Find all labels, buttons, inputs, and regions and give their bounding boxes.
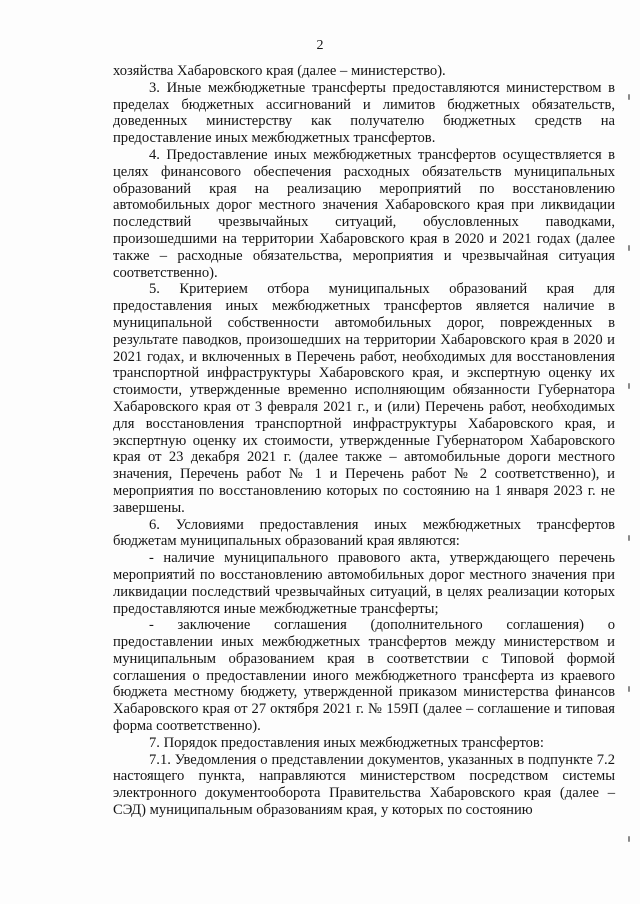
paragraph-item-5: 5. Критерием отбора муниципальных образований края для предоставления иных межбюджетных трансфертов является наличие в муниципальной собственности автомобильных дорог, поврежденных в результате паводков, произошедших на территории Хабаровского края в 2020 и 2021 годах, и включенных в Перечень работ, необходимых для восстановления транспортной инфраструктуры Хабаровского края, и экспертную оценку их стоимости, утвержденные временно исполняющим обязанности Губернатора Хабаровского края от 3 февраля 2021 г., и (или) Перечень работ, необходимых для восстановления транспортной инфраструктуры Хабаровского края, и экспертную оценку их стоимости, утвержденные Губернатором Хабаровского края от 23 декабря 2021 г. (далее также – автомобильные дороги местного значения, Перечень работ № 1 и Перечень работ № 2 соответственно), и мероприятия по восстановлению которых по состоянию на 1 января 2023 г. не завершены. <box>113 281 615 516</box>
paragraph-condition-2: - заключение соглашения (дополнительного соглашения) о предоставлении иных межбюджетных трансфертов между министерством и муниципальным образованием края в соответствии с Типовой формой соглашения о предоставлении иного межбюджетного трансферта из краевого бюджета местному бюджету, утвержденной приказом министерства финансов Хабаровского края от 27 октября 2021 г. № 159П (далее – соглашение и типовая форма соответственно). <box>113 617 615 735</box>
paragraph-item-3: 3. Иные межбюджетные трансферты предоставляются министерством в пределах бюджетных ассигнований и лимитов бюджетных обязательств, доведенных министерству как получателю бюджетных средств на предоставление иных межбюджетных трансфертов. <box>113 79 615 147</box>
paragraph-item-4: 4. Предоставление иных межбюджетных трансфертов осуществляется в целях финансового обеспечения расходных обязательств муниципальных образований края на реализацию мероприятий по восстановлению автомобильных дорог местного значения Хабаровского края при ликвидации последствий чрезвычайных ситуаций, обусловленных паводками, произошедшими на территории Хабаровского края в 2020 и 2021 годах (далее также – расходные обязательства, мероприятия и чрезвычайная ситуация соответственно). <box>113 146 615 281</box>
scan-mark <box>628 245 630 251</box>
scan-mark <box>628 686 630 692</box>
paragraph-item-7-1: 7.1. Уведомления о представлении документов, указанных в подпункте 7.2 настоящего пункта, направляются министерством посредством системы электронного документооборота Правительства Хабаровского края (далее – СЭД) муниципальным образованиям края, у которых по состоянию <box>113 751 615 819</box>
scan-mark <box>628 535 630 541</box>
paragraph-continuation: хозяйства Хабаровского края (далее – министерство). <box>113 63 446 79</box>
page-number: 2 <box>316 38 324 53</box>
scan-mark <box>628 383 630 389</box>
paragraph-item-7: 7. Порядок предоставления иных межбюджетных трансфертов: <box>149 734 544 751</box>
paragraph-item-6: 6. Условиями предоставления иных межбюджетных трансфертов бюджетам муниципальных образований края являются: <box>113 516 615 550</box>
document-body <box>113 63 615 819</box>
scan-mark <box>628 94 630 100</box>
scan-mark <box>628 836 630 842</box>
paragraph-condition-1: - наличие муниципального правового акта, утверждающего перечень мероприятий по восстановлению автомобильных дорог местного значения при ликвидации последствий чрезвычайных ситуаций, в целях реализации которых предоставляются иные межбюджетные трансферты; <box>113 550 615 617</box>
